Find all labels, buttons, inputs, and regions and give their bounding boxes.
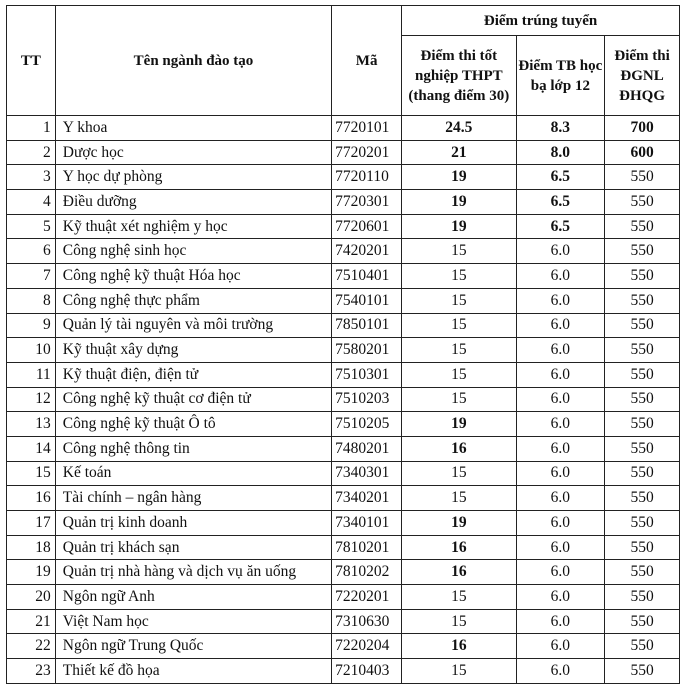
thpt-score: 15 [402,239,516,264]
thpt-score: 19 [402,190,516,215]
major-code: 7210403 [332,659,402,684]
dgnl-score: 550 [605,659,680,684]
row-number: 1 [7,116,56,141]
row-number: 19 [7,560,56,585]
thpt-score: 15 [402,362,516,387]
table-row [7,288,680,313]
dgnl-score: 550 [605,585,680,610]
thpt-score: 15 [402,585,516,610]
thpt-score: 15 [402,659,516,684]
thpt-score: 15 [402,313,516,338]
transcript-score: 6.5 [516,165,605,190]
thpt-score: 15 [402,338,516,363]
major-code: 7850101 [332,313,402,338]
major-name: Công nghệ kỹ thuật Hóa học [55,264,331,289]
thpt-score: 21 [402,140,516,165]
row-number: 2 [7,140,56,165]
major-name: Công nghệ kỹ thuật Ô tô [55,412,331,437]
row-number: 17 [7,511,56,536]
transcript-score: 6.0 [516,560,605,585]
row-number: 18 [7,535,56,560]
dgnl-score: 550 [605,288,680,313]
row-number: 23 [7,659,56,684]
table-row [7,486,680,511]
transcript-score: 8.0 [516,140,605,165]
row-number: 11 [7,362,56,387]
row-number: 5 [7,214,56,239]
major-name: Điều dưỡng [55,190,331,215]
thpt-score: 15 [402,288,516,313]
major-name: Công nghệ thực phẩm [55,288,331,313]
table-row [7,313,680,338]
table-row [7,461,680,486]
major-name: Kỹ thuật xét nghiệm y học [55,214,331,239]
dgnl-score: 700 [605,116,680,141]
transcript-score: 6.0 [516,387,605,412]
header-row-top [7,6,680,36]
transcript-score: 6.0 [516,609,605,634]
major-code: 7340301 [332,461,402,486]
major-name: Việt Nam học [55,609,331,634]
row-number: 22 [7,634,56,659]
table-row [7,609,680,634]
dgnl-score: 550 [605,535,680,560]
dgnl-score: 550 [605,560,680,585]
dgnl-score: 550 [605,412,680,437]
major-name: Quản lý tài nguyên và môi trường [55,313,331,338]
dgnl-score: 600 [605,140,680,165]
transcript-score: 6.0 [516,264,605,289]
thpt-score: 24.5 [402,116,516,141]
row-number: 4 [7,190,56,215]
major-code: 7580201 [332,338,402,363]
row-number: 8 [7,288,56,313]
major-code: 7720601 [332,214,402,239]
table-row [7,387,680,412]
table-row [7,116,680,141]
row-number: 16 [7,486,56,511]
major-code: 7510203 [332,387,402,412]
header-code: Mã [332,6,402,116]
row-number: 13 [7,412,56,437]
row-number: 14 [7,436,56,461]
transcript-score: 6.0 [516,338,605,363]
row-number: 21 [7,609,56,634]
header-major-name: Tên ngành đào tạo [55,6,331,116]
major-name: Y khoa [55,116,331,141]
transcript-score: 6.0 [516,585,605,610]
major-code: 7810202 [332,560,402,585]
thpt-score: 15 [402,461,516,486]
major-name: Ngôn ngữ Anh [55,585,331,610]
table-row [7,634,680,659]
table-header [7,6,680,116]
row-number: 10 [7,338,56,363]
major-name: Công nghệ thông tin [55,436,331,461]
row-number: 15 [7,461,56,486]
table-row [7,535,680,560]
dgnl-score: 550 [605,461,680,486]
row-number: 12 [7,387,56,412]
admission-scores-document [6,5,680,684]
transcript-score: 6.0 [516,362,605,387]
dgnl-score: 550 [605,387,680,412]
major-code: 7510401 [332,264,402,289]
thpt-score: 19 [402,214,516,239]
major-code: 7220201 [332,585,402,610]
table-row [7,165,680,190]
transcript-score: 6.0 [516,436,605,461]
thpt-score: 15 [402,609,516,634]
row-number: 3 [7,165,56,190]
thpt-score: 15 [402,387,516,412]
table-row [7,264,680,289]
transcript-score: 6.0 [516,511,605,536]
table-row [7,362,680,387]
transcript-score: 8.3 [516,116,605,141]
header-thpt-score: Điểm thi tốt nghiệp THPT (thang điểm 30) [402,36,516,116]
transcript-score: 6.5 [516,190,605,215]
dgnl-score: 550 [605,436,680,461]
dgnl-score: 550 [605,239,680,264]
table-row [7,338,680,363]
major-name: Quản trị khách sạn [55,535,331,560]
table-row [7,511,680,536]
major-code: 7720301 [332,190,402,215]
major-name: Kỹ thuật điện, điện tử [55,362,331,387]
header-score-group: Điểm trúng tuyển [402,6,680,36]
major-code: 7310630 [332,609,402,634]
dgnl-score: 550 [605,511,680,536]
major-name: Thiết kế đồ họa [55,659,331,684]
dgnl-score: 550 [605,609,680,634]
transcript-score: 6.0 [516,313,605,338]
header-transcript-score: Điểm TB học bạ lớp 12 [516,36,605,116]
major-code: 7340201 [332,486,402,511]
table-row [7,190,680,215]
transcript-score: 6.0 [516,634,605,659]
major-code: 7720101 [332,116,402,141]
major-code: 7720110 [332,165,402,190]
table-row [7,214,680,239]
dgnl-score: 550 [605,190,680,215]
major-name: Công nghệ kỹ thuật cơ điện tử [55,387,331,412]
header-dgnl-score: Điểm thi ĐGNL ĐHQG [605,36,680,116]
major-name: Dược học [55,140,331,165]
major-code: 7810201 [332,535,402,560]
dgnl-score: 550 [605,264,680,289]
major-code: 7510301 [332,362,402,387]
transcript-score: 6.0 [516,535,605,560]
transcript-score: 6.0 [516,412,605,437]
transcript-score: 6.0 [516,486,605,511]
major-name: Y học dự phòng [55,165,331,190]
transcript-score: 6.0 [516,659,605,684]
header-tt: TT [7,6,56,116]
major-name: Kỹ thuật xây dựng [55,338,331,363]
major-code: 7420201 [332,239,402,264]
transcript-score: 6.5 [516,214,605,239]
thpt-score: 16 [402,560,516,585]
table-row [7,412,680,437]
dgnl-score: 550 [605,338,680,363]
thpt-score: 16 [402,436,516,461]
major-code: 7540101 [332,288,402,313]
major-name: Kế toán [55,461,331,486]
thpt-score: 19 [402,165,516,190]
dgnl-score: 550 [605,165,680,190]
major-code: 7220204 [332,634,402,659]
row-number: 6 [7,239,56,264]
thpt-score: 19 [402,511,516,536]
table-row [7,436,680,461]
thpt-score: 19 [402,412,516,437]
dgnl-score: 550 [605,214,680,239]
thpt-score: 15 [402,264,516,289]
thpt-score: 15 [402,486,516,511]
dgnl-score: 550 [605,486,680,511]
major-code: 7510205 [332,412,402,437]
transcript-score: 6.0 [516,461,605,486]
table-row [7,585,680,610]
dgnl-score: 550 [605,362,680,387]
table-row [7,140,680,165]
major-code: 7720201 [332,140,402,165]
table-body [7,116,680,684]
transcript-score: 6.0 [516,239,605,264]
row-number: 7 [7,264,56,289]
major-code: 7340101 [332,511,402,536]
thpt-score: 16 [402,634,516,659]
table-row [7,659,680,684]
dgnl-score: 550 [605,634,680,659]
table-row [7,239,680,264]
major-name: Quản trị kinh doanh [55,511,331,536]
row-number: 9 [7,313,56,338]
major-name: Quản trị nhà hàng và dịch vụ ăn uống [55,560,331,585]
major-name: Ngôn ngữ Trung Quốc [55,634,331,659]
major-name: Tài chính – ngân hàng [55,486,331,511]
table-row [7,560,680,585]
transcript-score: 6.0 [516,288,605,313]
major-name: Công nghệ sinh học [55,239,331,264]
thpt-score: 16 [402,535,516,560]
major-code: 7480201 [332,436,402,461]
dgnl-score: 550 [605,313,680,338]
row-number: 20 [7,585,56,610]
admission-scores-table [6,5,680,684]
